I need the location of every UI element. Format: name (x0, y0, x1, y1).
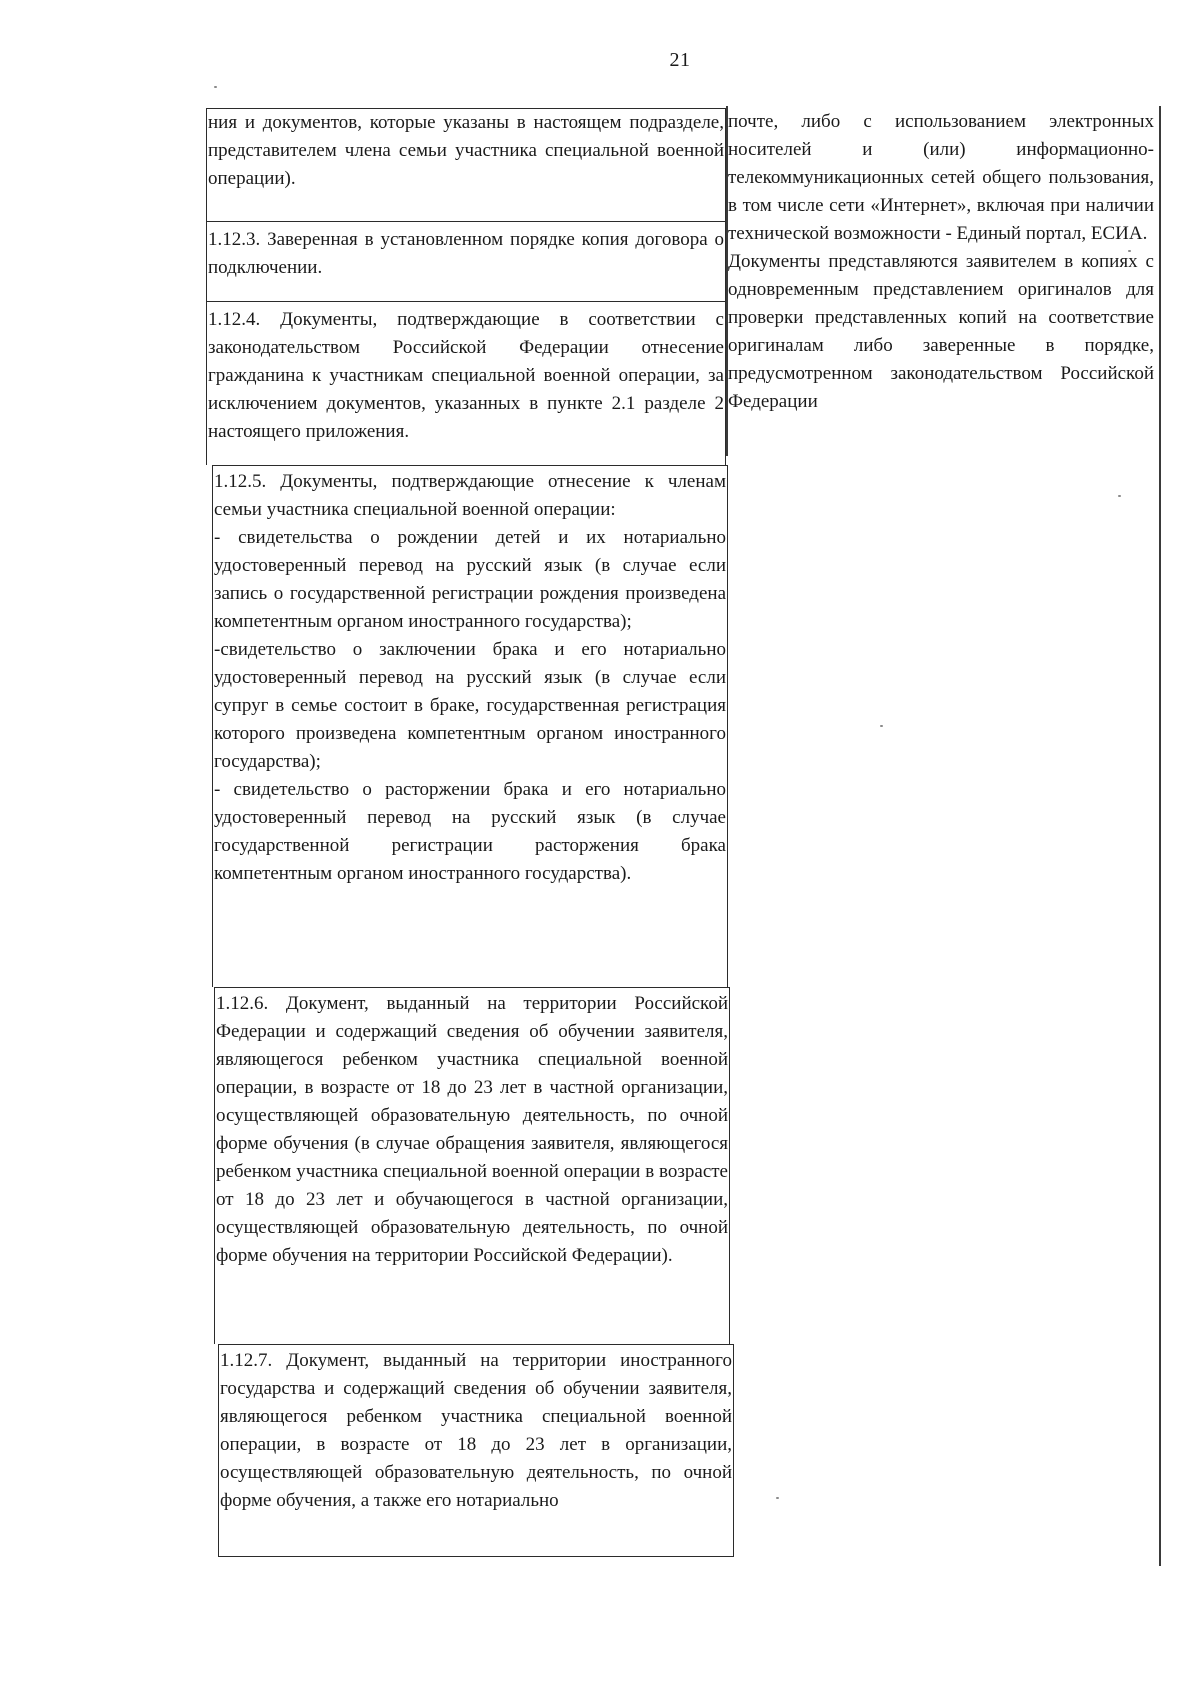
row-text: 1.12.6. Документ, выданный на территории Российской Федерации и содержащий сведения об обучении заявителя, являющегося ребенком участника специальной военной операции, в возрасте от 18 до 23 лет в частной организации, осуществляющей образовательную деятельность, по очной форме обучения (в случае обращения заявителя, являющегося ребенком участника специальной военной операции в возрасте от 18 до 23 лет и обучающегося в частной организации, осуществляющей образовательную деятельность, по очной форме обучения на территории Российской Федерации). (216, 993, 728, 1266)
table-row (206, 221, 726, 301)
table-row (206, 108, 726, 221)
row-text: ния и документов, которые указаны в настоящем подразделе, представителем члена семьи участника специальной военной операции). (208, 112, 724, 189)
page-number: 21 (669, 49, 691, 71)
scan-speck (214, 86, 217, 88)
table-row (214, 987, 730, 1344)
scan-speck (1118, 495, 1121, 497)
scan-speck (880, 725, 883, 727)
row-text: 1.12.3. Заверенная в установленном порядке копия договора о подключении. (208, 229, 724, 278)
list-item: -свидетельство о заключении брака и его нотариально удостоверенный перевод на русский язык (в случае если супруг в семье состоит в браке, государственная регистрация которого произведена компетентным органом иностранного государства); (214, 639, 726, 772)
left-column (206, 108, 732, 1557)
row-text: 1.12.4. Документы, подтверждающие в соответствии с законодательством Российской Федерации отнесение гражданина к участникам специальной военной операции, за исключением документов, указанных в пункте 2.1 разделе 2 настоящего приложения. (208, 309, 724, 442)
list-item: - свидетельства о рождении детей и их нотариально удостоверенный перевод на русский язык (в случае если запись о государственной регистрации рождения произведена компетентным органом иностранного государства); (214, 527, 726, 632)
table-row (206, 301, 726, 465)
row-text: 1.12.5. Документы, подтверждающие отнесение к членам семьи участника специальной военной операции: (214, 471, 726, 520)
table-right-border (1159, 106, 1161, 1566)
right-column (728, 108, 1156, 416)
list-item: - свидетельство о расторжении брака и его нотариально удостоверенный перевод на русский язык (в случае государственной регистрации расторжения брака компетентным органом иностранного государства). (214, 779, 726, 884)
row-text: 1.12.7. Документ, выданный на территории иностранного государства и содержащий сведения об обучении заявителя, являющегося ребенком участника специальной военной операции, в возрасте от 18 до 23 лет в организации, осуществляющей образовательную деятельность, по очной форме обучения, а также его нотариально (220, 1350, 732, 1511)
table-row (212, 465, 728, 987)
right-paragraph: почте, либо с использованием электронных носителей и (или) информационно-телекоммуникационных сетей общего пользования, в том числе сети «Интернет», включая при наличии технической возможности - Единый портал, ЕСИА. (728, 111, 1154, 244)
table-row (218, 1344, 734, 1557)
right-paragraph: Документы представляются заявителем в копиях с одновременным представлением оригиналов для проверки представленных копий на соответствие оригиналам либо заверенные в порядке, предусмотренном законодательством Российской Федерации (728, 251, 1154, 412)
scan-speck (776, 1497, 779, 1499)
